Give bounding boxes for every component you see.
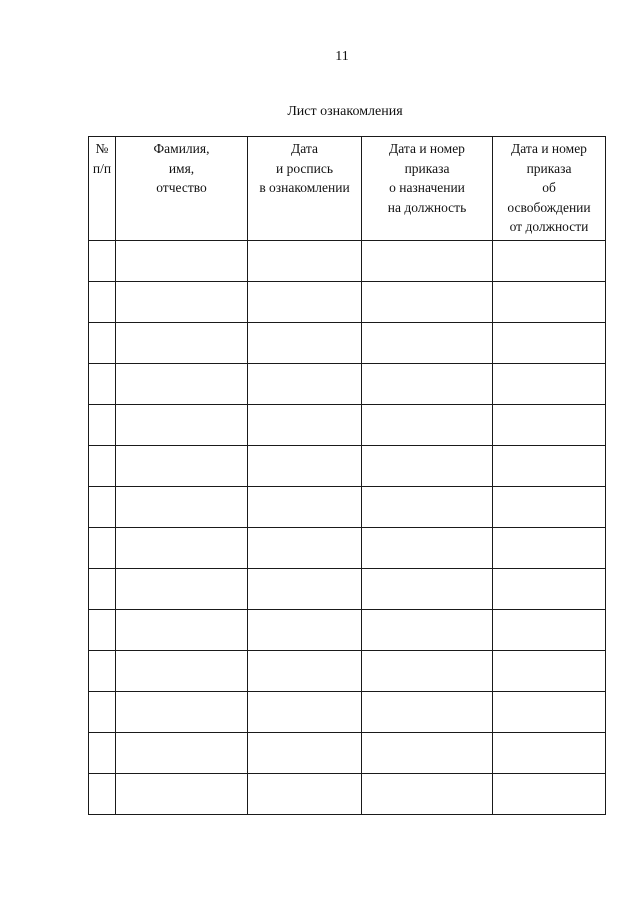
cell-full-name[interactable] [116,487,248,528]
cell-dismissal-order[interactable] [493,528,606,569]
page-number: 11 [335,49,349,64]
cell-appointment-order[interactable] [362,610,493,651]
cell-date-signature[interactable] [248,569,362,610]
header-full-name: Фамилия, имя, отчество [116,137,248,241]
header-row [89,137,606,241]
table-row [89,282,606,323]
cell-full-name[interactable] [116,733,248,774]
cell-number[interactable] [89,692,116,733]
cell-date-signature[interactable] [248,774,362,815]
cell-date-signature[interactable] [248,733,362,774]
cell-date-signature[interactable] [248,323,362,364]
acknowledgement-table [88,136,606,815]
table-row [89,774,606,815]
cell-date-signature[interactable] [248,405,362,446]
cell-full-name[interactable] [116,323,248,364]
table-row [89,241,606,282]
cell-number[interactable] [89,446,116,487]
cell-appointment-order[interactable] [362,241,493,282]
cell-appointment-order[interactable] [362,323,493,364]
cell-date-signature[interactable] [248,610,362,651]
cell-date-signature[interactable] [248,241,362,282]
header-date-signature: Дата и роспись в ознакомлении [248,137,362,241]
cell-full-name[interactable] [116,282,248,323]
cell-date-signature[interactable] [248,651,362,692]
sheet-title: Лист ознакомления [287,104,403,119]
cell-number[interactable] [89,241,116,282]
table-body [89,241,606,815]
cell-full-name[interactable] [116,569,248,610]
cell-appointment-order[interactable] [362,692,493,733]
table-row [89,487,606,528]
cell-dismissal-order[interactable] [493,323,606,364]
cell-dismissal-order[interactable] [493,651,606,692]
cell-appointment-order[interactable] [362,733,493,774]
header-number: № п/п [89,137,116,241]
cell-dismissal-order[interactable] [493,610,606,651]
cell-full-name[interactable] [116,446,248,487]
cell-dismissal-order[interactable] [493,282,606,323]
cell-number[interactable] [89,364,116,405]
cell-dismissal-order[interactable] [493,241,606,282]
cell-number[interactable] [89,569,116,610]
cell-date-signature[interactable] [248,282,362,323]
cell-appointment-order[interactable] [362,487,493,528]
cell-full-name[interactable] [116,651,248,692]
cell-number[interactable] [89,405,116,446]
cell-date-signature[interactable] [248,692,362,733]
cell-appointment-order[interactable] [362,651,493,692]
table-row [89,651,606,692]
cell-dismissal-order[interactable] [493,733,606,774]
cell-number[interactable] [89,282,116,323]
cell-number[interactable] [89,610,116,651]
cell-number[interactable] [89,528,116,569]
table-row [89,569,606,610]
table-row [89,528,606,569]
table-row [89,610,606,651]
table-row [89,405,606,446]
cell-number[interactable] [89,487,116,528]
cell-dismissal-order[interactable] [493,364,606,405]
cell-appointment-order[interactable] [362,282,493,323]
table-row [89,323,606,364]
cell-appointment-order[interactable] [362,364,493,405]
cell-dismissal-order[interactable] [493,487,606,528]
cell-full-name[interactable] [116,405,248,446]
cell-full-name[interactable] [116,528,248,569]
cell-date-signature[interactable] [248,446,362,487]
table-row [89,692,606,733]
cell-full-name[interactable] [116,774,248,815]
cell-dismissal-order[interactable] [493,569,606,610]
header-appointment-order: Дата и номер приказа о назначении на должность [362,137,493,241]
table-row [89,364,606,405]
cell-dismissal-order[interactable] [493,774,606,815]
table-row [89,733,606,774]
cell-full-name[interactable] [116,692,248,733]
cell-date-signature[interactable] [248,487,362,528]
cell-appointment-order[interactable] [362,569,493,610]
table-row [89,446,606,487]
cell-appointment-order[interactable] [362,446,493,487]
cell-appointment-order[interactable] [362,528,493,569]
cell-dismissal-order[interactable] [493,692,606,733]
cell-full-name[interactable] [116,241,248,282]
cell-number[interactable] [89,651,116,692]
cell-number[interactable] [89,774,116,815]
cell-dismissal-order[interactable] [493,446,606,487]
cell-full-name[interactable] [116,364,248,405]
cell-number[interactable] [89,733,116,774]
cell-dismissal-order[interactable] [493,405,606,446]
cell-appointment-order[interactable] [362,405,493,446]
cell-full-name[interactable] [116,610,248,651]
cell-date-signature[interactable] [248,528,362,569]
cell-number[interactable] [89,323,116,364]
header-dismissal-order: Дата и номер приказа об освобождении от должности [493,137,606,241]
cell-date-signature[interactable] [248,364,362,405]
cell-appointment-order[interactable] [362,774,493,815]
